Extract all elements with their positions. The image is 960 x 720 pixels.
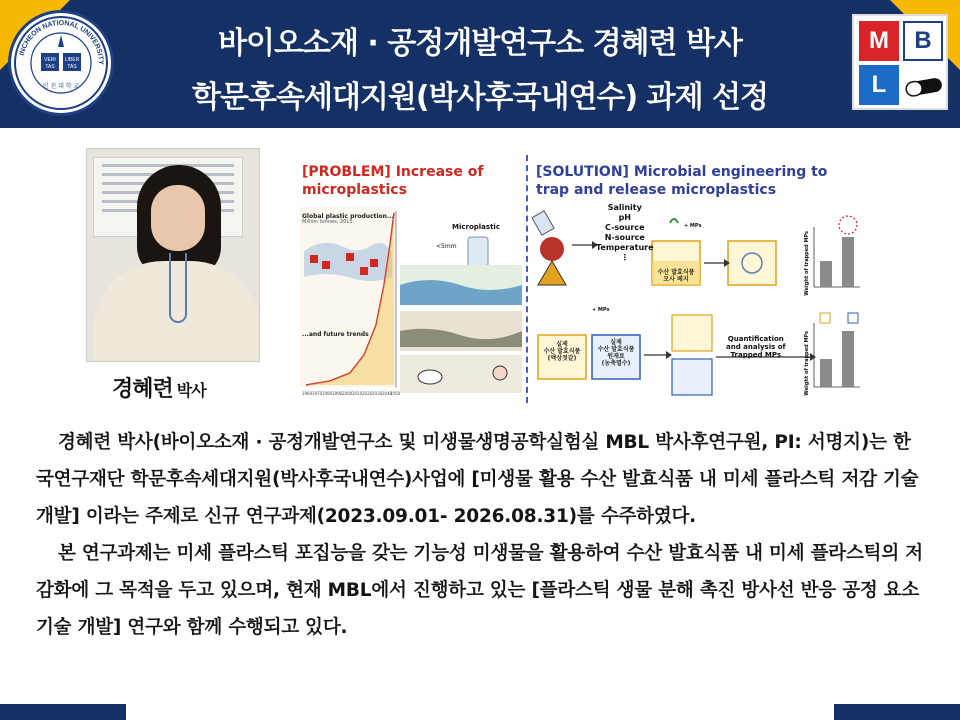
logo-letter-l: L	[859, 65, 899, 105]
condition-item: Temperature	[596, 243, 654, 252]
x-tick: 2040	[382, 391, 393, 396]
condition-item: C-source	[605, 223, 645, 232]
global-production-label: Global plastic production...	[302, 213, 394, 220]
microplastic-label: Microplastic	[452, 223, 500, 231]
page-title-line-1: 바이오소재 · 공정개발연구소 경혜련 박사	[218, 26, 742, 61]
x-tick: 2010	[352, 391, 363, 396]
university-seal-logo	[8, 10, 114, 116]
seal-motto-right2: TAS	[67, 64, 77, 70]
footer-bar-right	[834, 704, 960, 720]
beaker-top-2	[728, 241, 776, 285]
seal-motto-left2: TAS	[45, 64, 55, 70]
culture-conditions-list	[596, 203, 654, 263]
x-tick: 1960	[302, 391, 313, 396]
seal-motto-left: VERI	[44, 57, 56, 63]
paragraph-2: 본 연구과제는 미세 플라스틱 포집능을 갖는 기능성 미생물을 활용하여 수산 발효식품 내 미세 플라스틱의 저감화에 그 목적을 두고 있으며, 현재 MBL에서 진행하고 있는 [플라스틱 생물 분해 촉진 방사선 반응 공정 요소기술 개발] 연구와 함께 수행되고 있다.	[36, 543, 923, 638]
logo-letter-m: M	[859, 21, 899, 61]
researcher-title: 박사	[176, 381, 206, 400]
figure-divider	[526, 155, 528, 403]
microplastic-bottle	[468, 237, 488, 267]
condition-item: ⋮	[620, 253, 629, 262]
page-title-line-2: 학문후속세대지원(박사후국내연수) 과제 선정	[192, 80, 768, 115]
beaker-bottom-left-label: 실제 수산 발효식품 (액상젓갈)	[543, 341, 581, 362]
x-tick: 2000	[342, 391, 353, 396]
x-tick: 2030	[372, 391, 383, 396]
researcher-photo	[86, 148, 260, 362]
researcher-name: 경혜련	[112, 377, 173, 402]
x-tick: 1970	[312, 391, 323, 396]
top-chart-ylabel: Weight of trapped MPs	[804, 231, 810, 296]
top-chart-bar-b	[842, 237, 854, 287]
x-tick: 1990	[332, 391, 343, 396]
mps-label-bottom: + MPs	[592, 307, 610, 313]
beaker-bottom-4	[672, 359, 712, 395]
beaker-top-label: 수산 발효식품 모사 배지	[657, 269, 695, 283]
seal-motto-right: LIBER	[64, 57, 80, 63]
x-tick: 2050	[390, 391, 401, 396]
future-trends-label: ...and future trends	[302, 331, 369, 338]
beaker-bottom-right-label: 실제 수산 발효식품 원재료 (농축멸수)	[597, 339, 635, 367]
quantification-label: Quantification and analysis of Trapped MPs	[726, 335, 786, 359]
pill-icon	[904, 74, 944, 100]
top-chart-bar-a	[820, 261, 832, 287]
condition-item: N-source	[604, 233, 645, 242]
footer-bar-left	[0, 704, 126, 720]
global-production-sub: Million tonnes, 2015	[302, 219, 353, 225]
seal-ring-text: INCHEON NATIONAL UNIVERSITY	[18, 19, 105, 65]
x-tick: 2020	[362, 391, 373, 396]
bottom-chart-bar-b	[842, 331, 854, 387]
problem-title: [PROBLEM] Increase of microplastics	[302, 164, 484, 198]
x-tick: 1980	[322, 391, 333, 396]
condition-item: pH	[618, 213, 631, 222]
tube-icon	[532, 211, 554, 235]
bottom-chart-bar-a	[820, 359, 832, 387]
fermented-food-icon	[540, 237, 564, 261]
research-figure	[300, 155, 860, 403]
solution-title: [SOLUTION] Microbial engineering to trap and release microplastics	[536, 164, 828, 198]
researcher-name-caption	[112, 372, 206, 403]
beaker-bottom-3	[672, 315, 712, 351]
bottom-chart-ylabel: Weight of trapped MPs	[804, 331, 810, 396]
mps-label-top: + MPs	[684, 223, 702, 229]
condition-item: Salinity	[607, 203, 642, 212]
mbl-lab-logo	[852, 14, 948, 110]
article-body	[36, 424, 928, 646]
logo-letter-b: B	[903, 21, 943, 61]
seal-bottom-text: 인 천 대 학 교	[42, 83, 80, 90]
paragraph-1: 경혜련 박사(바이오소재 · 공정개발연구소 및 미생물생명공학실험실 MBL 박사후연구원, PI: 서명지)는 한국연구재단 학문후속세대지원(박사후국내연수)사업에 [미생물 활용 수산 발효식품 내 미세 플라스틱 저감 기술 개발] 이라는 주제로 신규 연구과제(2023.09.01- 2026.08.31)를 수주하였다.	[36, 432, 919, 527]
size-label: <5mm	[436, 243, 457, 250]
